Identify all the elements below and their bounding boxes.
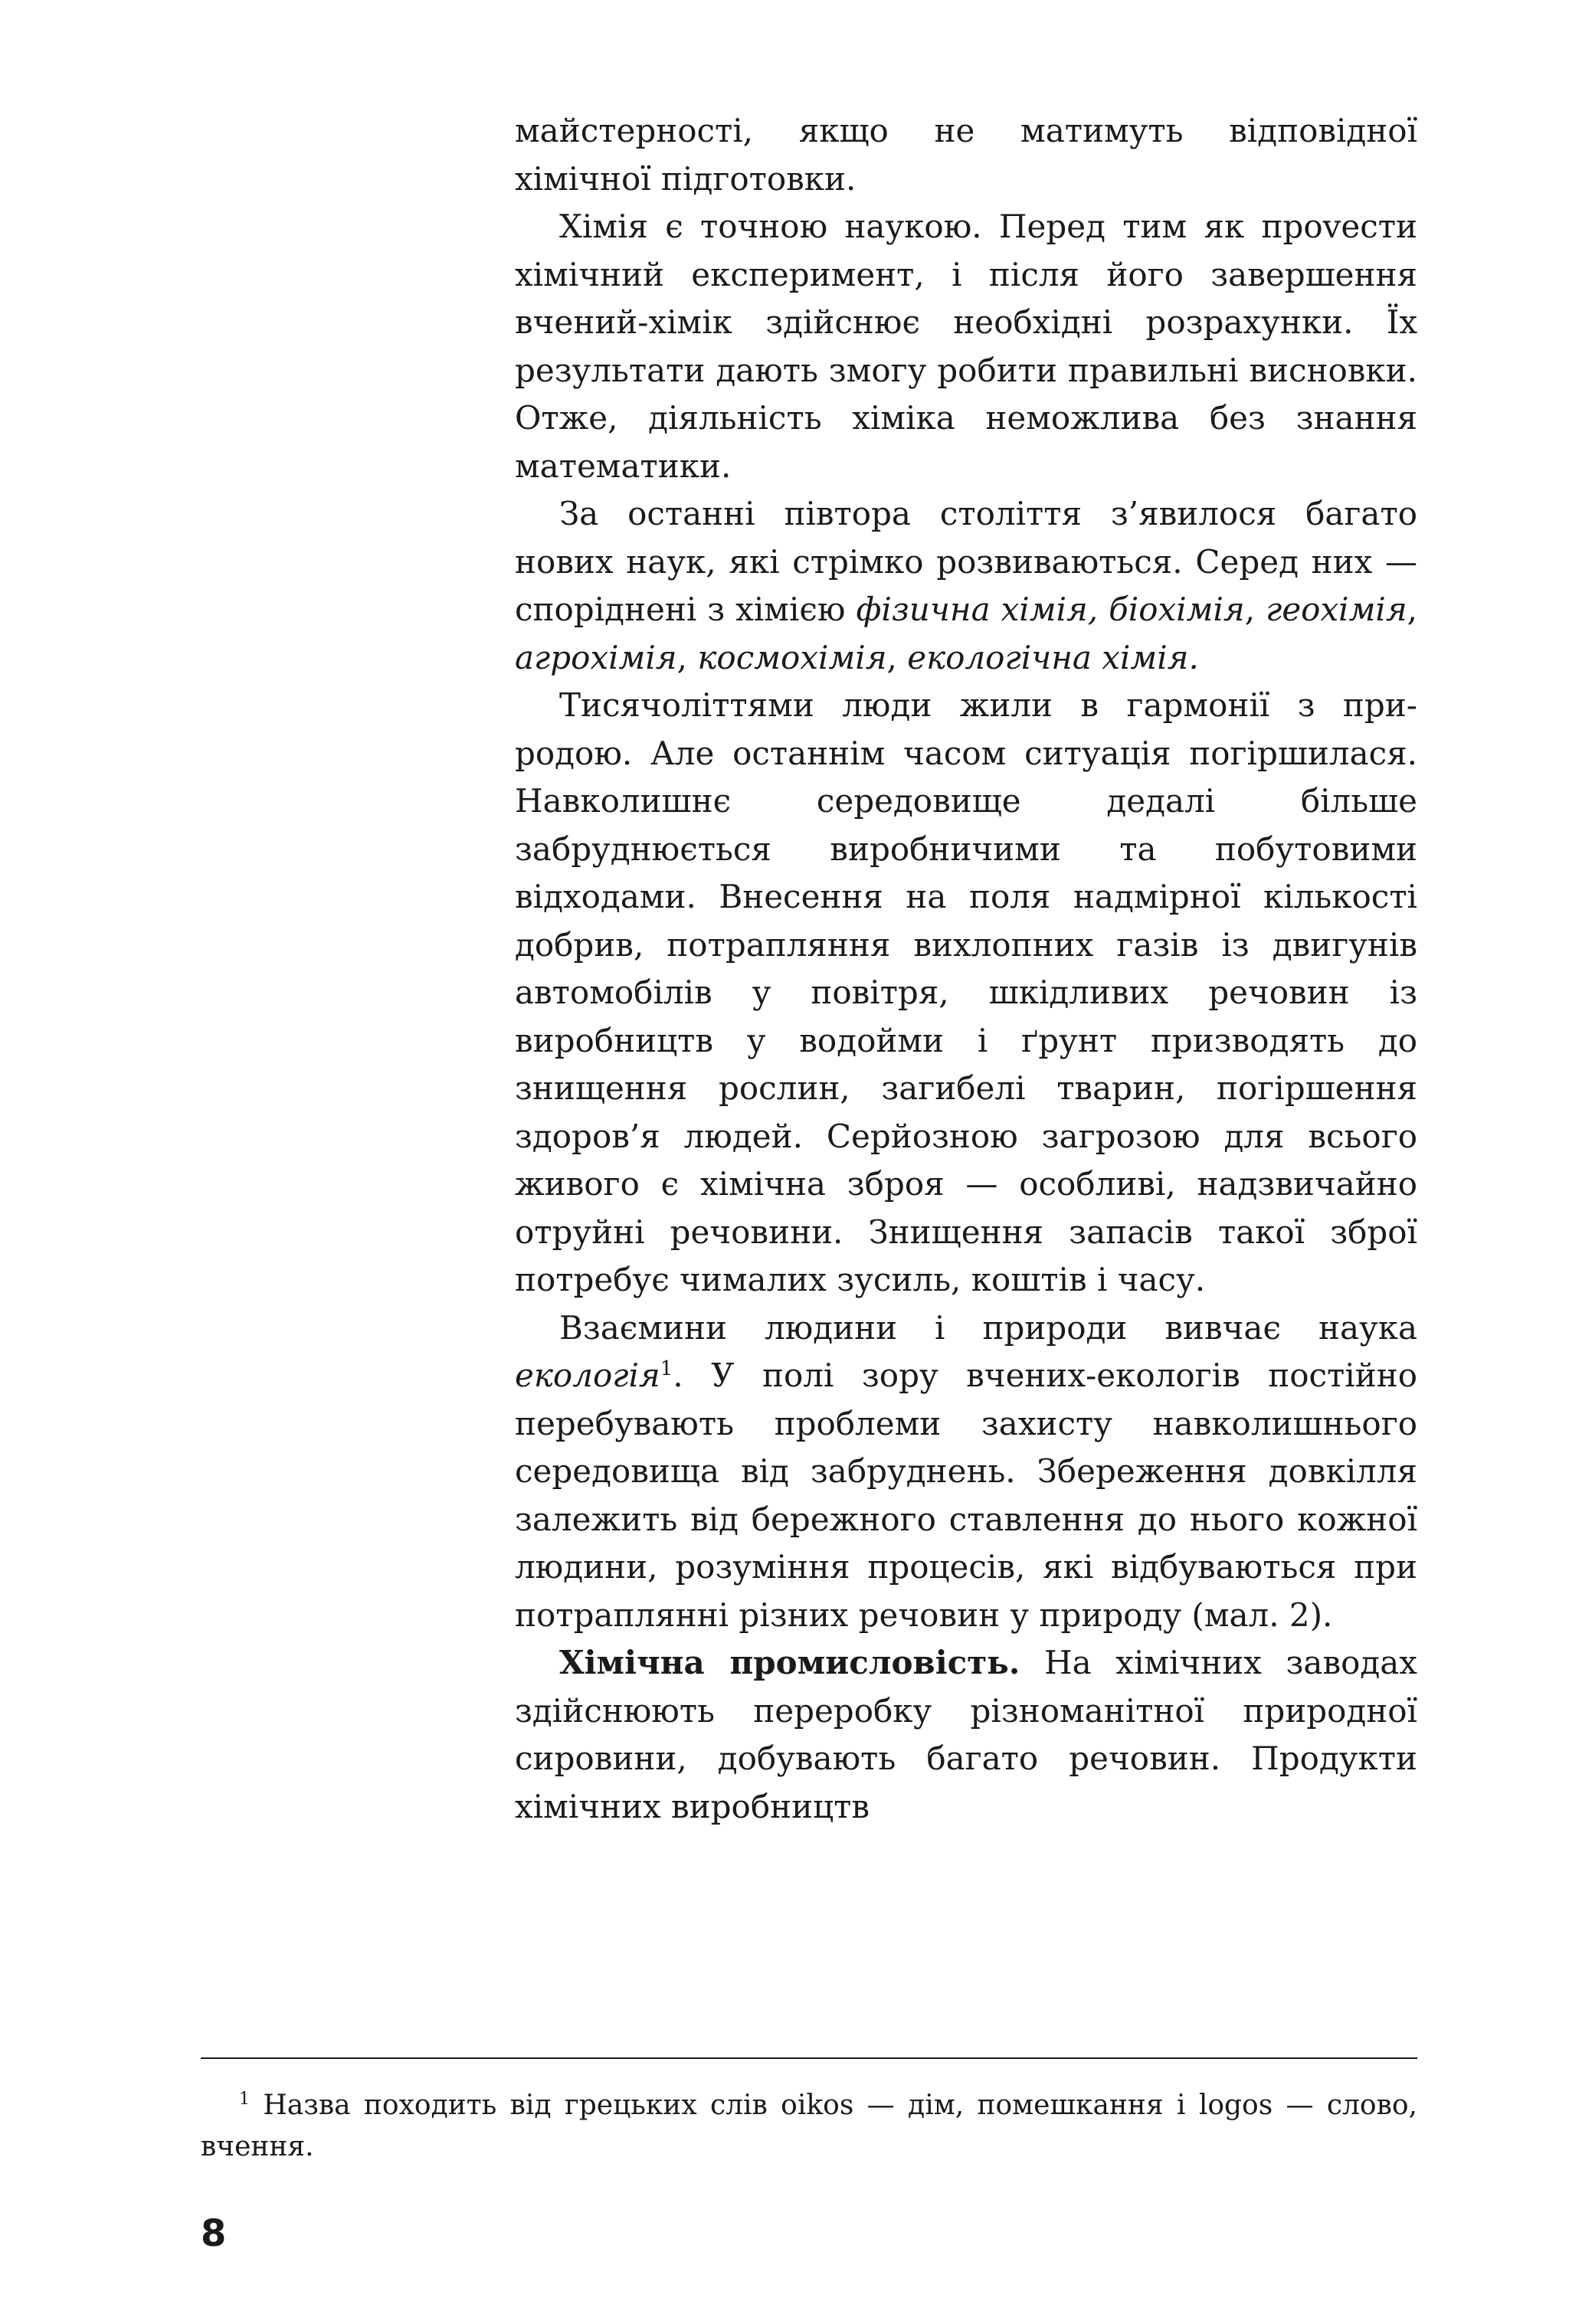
main-text-column: [515, 107, 1417, 1831]
separator: ,: [886, 638, 908, 676]
paragraph-3-lead: За останні півтора століття з’явилося багато нових наук, які стрімко розвиваються. Серед них — споріднені з хімією: [515, 495, 1417, 628]
term-cosmochemistry: космохімія: [697, 638, 887, 676]
separator: ,: [676, 638, 698, 676]
paragraph-5-rest: . У полі зору вчених-екологів постійно перебувають проблеми захисту навколишнього середовища від забруднень. Збереження довкілля залежить від бережного ставлення до нього кожної людини, розуміння процесів, які відбуваються при потраплянні різних речовин у природу (мал. 2).: [515, 1357, 1417, 1634]
term-ecological-chemistry: екологічна хімія.: [907, 638, 1199, 676]
footnote-divider: [201, 2057, 1417, 2059]
term-geochemistry: геохімія: [1266, 591, 1407, 628]
term-ecology: екологія: [515, 1357, 660, 1394]
paragraph-2: Хімія є точною наукою. Перед тим як проvести хімічний експеримент, і після його завершення вчений-хімік здійснює необхідні розрахунки. Їх результати дають змогу робити правильні висновки. Отже, діяльність хіміка неможлива без знання математики.: [515, 208, 1417, 485]
separator: ,: [1407, 591, 1418, 628]
paragraph-6: [515, 1639, 1417, 1831]
footnote-text: Назва походить від грецьких слів oikos — дім, помешкання і logos — слово, вчення.: [201, 2090, 1417, 2162]
paragraph-4: Тисячоліттями люди жили в гармонії з природою. Але останнім часом ситуація погіршилася. Навколишнє середовище дедалі більше забруднюється виробничими та побутовими відходами. Внесення на поля надмірної кількості добрив, потрапляння вихлопних газів із двигунів автомобілів у повітря, шкідливих речовин із виробництв у водойми і ґрунт призводять до знищення рослин, загибелі тварин, погіршення здоров’я людей. Серйозною загрозою для всього живого є хімічна зброя — особливі, надзвичайно отруйні речовини. Знищення запасів такої зброї потребує чималих зусиль, коштів і часу.: [515, 686, 1417, 1298]
term-agrochemistry: агрохімія: [515, 638, 677, 676]
footnote: [201, 2085, 1417, 2168]
term-physical-chemistry-biochemistry: фізична хімія, біохімія: [856, 591, 1245, 628]
paragraph-5-lead: Взаємини людини і природи вивчає наука: [559, 1308, 1417, 1347]
page-number: 8: [201, 2212, 227, 2255]
paragraph-3: [515, 490, 1417, 682]
paragraph-5: [515, 1304, 1417, 1640]
paragraph-1: майстерності, якщо не матимуть відповідної хімічної підготовки.: [515, 112, 1417, 198]
paragraph-6-rest: На хімічних заводах здійснюють переробку різноманітної природної сировини, добувають багато речовин. Продукти хімічних виробництв: [515, 1644, 1417, 1825]
section-heading-chemical-industry: Хімічна промисловість.: [559, 1644, 1020, 1681]
separator: ,: [1244, 591, 1266, 628]
footnote-marker: 1: [239, 2090, 250, 2109]
footnote-reference[interactable]: 1: [660, 1357, 673, 1380]
